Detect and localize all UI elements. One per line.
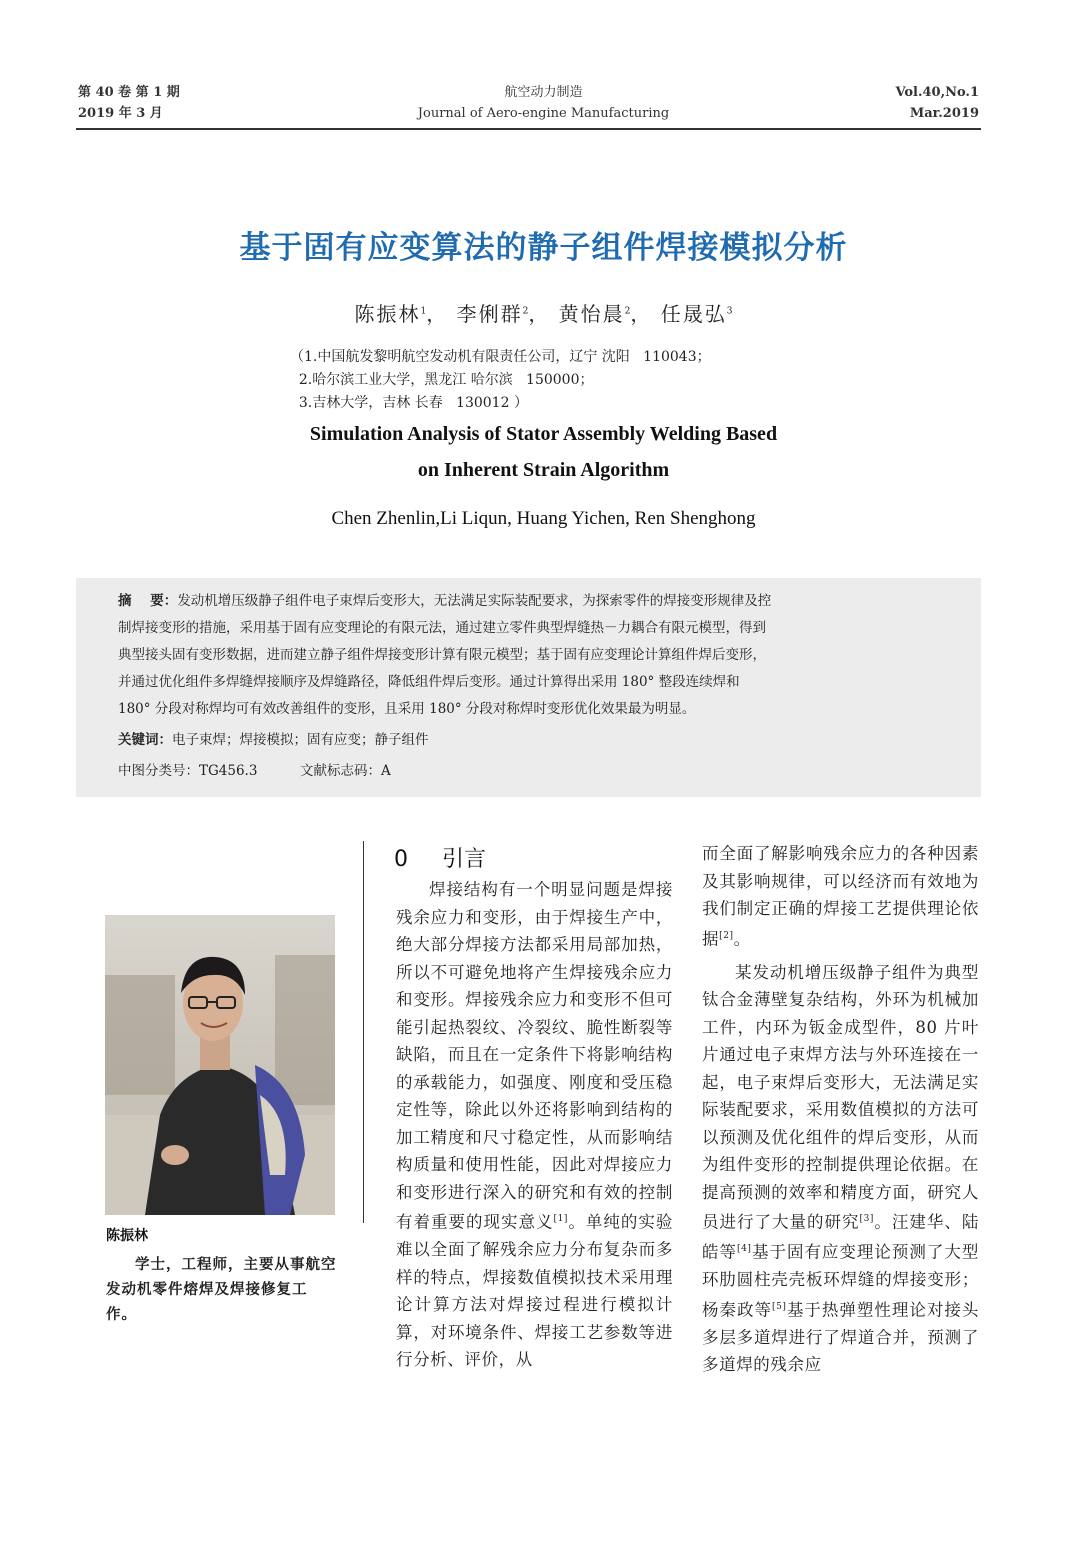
clc-code: TG456.3 <box>199 763 258 779</box>
author-affil-mark: 2 <box>624 306 631 317</box>
body-text: 基于固有应变理论预测了大型环肋圆柱壳壳板环焊缝的焊接变形；杨秦政等 <box>702 1242 979 1319</box>
author-affil-mark: 3 <box>726 306 733 317</box>
body-text: 基于热弹塑性理论对接头多层多道焊进行了焊道合并，预测了多道焊的残余应 <box>702 1300 979 1374</box>
body-text: 。汪建华、陆皓等 <box>702 1212 979 1262</box>
english-title-line: Simulation Analysis of Stator Assembly Welding Based <box>309 423 778 445</box>
citation[interactable]: [3] <box>859 1214 875 1224</box>
abstract-text: 发动机增压级静子组件电子束焊后变形大，无法满足实际装配要求，为探索零件的焊接变形规律及控 <box>177 593 772 609</box>
doc-code: A <box>381 763 391 779</box>
english-title <box>0 416 1087 488</box>
author-affil-mark: 2 <box>522 306 529 317</box>
abstract-label: 摘 要： <box>118 593 178 609</box>
abstract-line: 180° 分段对称焊均可有效改善组件的变形，且采用 180° 分段对称焊时变形优化效果最为明显。 <box>118 701 696 717</box>
author-name: 任晟弘 <box>660 302 727 326</box>
classification-line <box>118 758 948 785</box>
abstract-line: 制焊接变形的措施，采用基于固有应变理论的有限元法，通过建立零件典型焊缝热－力耦合有限元模型，得到 <box>118 620 766 636</box>
citation[interactable]: [5] <box>771 1301 787 1312</box>
keywords-line <box>118 727 948 754</box>
citation[interactable]: [2] <box>719 930 734 941</box>
publication-date-en: Mar.2019 <box>909 106 979 121</box>
section-title: 引言 <box>442 847 487 872</box>
volume-issue: 第 40 卷 第 1 期 <box>78 85 180 100</box>
keywords-text: 电子束焊；焊接模拟；固有应变；静子组件 <box>172 732 429 748</box>
body-column-1 <box>396 876 673 1374</box>
author-name: 李俐群 <box>456 302 523 326</box>
publication-date-cn: 2019 年 3 月 <box>78 106 163 121</box>
abstract-line: 并通过优化组件多焊缝焊接顺序及焊缝路径，降低组件焊后变形。通过计算得出采用 180° 整段连续焊和 <box>118 674 740 690</box>
doc-code-label: 文献标志码： <box>300 763 382 779</box>
affiliation-line: 3.吉林大学，吉林 长春 130012 ） <box>290 395 528 411</box>
affiliation-line: 2.哈尔滨工业大学，黑龙江 哈尔滨 150000； <box>290 372 594 388</box>
header-rule <box>76 128 981 130</box>
body-text: 而全面了解影响残余应力的各种因素及其影响规律，可以经济而有效地为我们制定正确的焊接工艺提供理论依据 <box>702 844 979 948</box>
author-affil-mark: 1 <box>420 306 427 317</box>
paper-title: 基于固有应变算法的静子组件焊接模拟分析 <box>239 230 848 266</box>
abstract-line: 典型接头固有变形数据，进而建立静子组件焊接变形计算有限元模型；基于固有应变理论计算组件焊后变形， <box>118 647 766 663</box>
abstract-box <box>76 578 981 797</box>
author-photo <box>105 915 335 1215</box>
abstract-line <box>118 588 948 615</box>
body-text: 。单纯的实验难以全面了解残余应力分布复杂而多样的特点，焊接数值模拟技术采用理论计算方法对焊接过程进行模拟计算，对环境条件、焊接工艺参数等进行分析、评价，从 <box>396 1212 673 1369</box>
english-title-line: on Inherent Strain Algorithm <box>417 459 670 481</box>
volume-issue-en: Vol.40,No.1 <box>895 85 979 100</box>
journal-volume-info-en <box>895 82 979 124</box>
section-heading <box>394 842 486 873</box>
keywords-label: 关键词： <box>118 732 172 748</box>
body-paragraph <box>702 959 979 1379</box>
journal-name-en: Journal of Aero-engine Manufacturing <box>417 106 670 121</box>
column-divider <box>363 841 364 1223</box>
body-text: 焊接结构有一个明显问题是焊接残余应力和变形，由于焊接生产中，绝大部分焊接方法都采用局部加热，所以不可避免地将产生焊接残余应力和变形。焊接残余应力和变形不但可能引起热裂纹、冷裂纹、脆性断裂等缺陷，而且在一定条件下将影响结构的承载能力，如强度、刚度和受压稳定性等，除此以外还将影响到结构的加工精度和尺寸稳定性，从而影响结构质量和使用性能，因此对焊接应力和变形进行深入的研究和有效的控制有着重要的现实意义 <box>396 880 673 1232</box>
section-number: 0 <box>394 847 408 872</box>
citation[interactable]: [4] <box>737 1244 752 1254</box>
author-name: 黄怡晨 <box>558 302 625 326</box>
journal-name-cn: 航空动力制造 <box>504 85 583 100</box>
author-name: 陈振林 <box>354 302 421 326</box>
affiliations <box>290 346 711 415</box>
author-photo-image <box>105 915 335 1215</box>
body-paragraph <box>702 840 979 953</box>
english-authors: Chen Zhenlin,Li Liqun, Huang Yichen, Ren Shenghong <box>331 508 756 529</box>
body-paragraph <box>396 876 673 1374</box>
body-text: 某发动机增压级静子组件为典型钛合金薄壁复杂结构，外环为机械加工件，内环为钣金成型件，80 片叶片通过电子束焊方法与外环连接在一起，电子束焊后变形大，无法满足实际装配要求，采用数值模拟的方法可以预测及优化组件的焊后变形，从而为组件变形的控制提供理论依据。在提高预测的效率和精度方面，研究人员进行了大量的研究 <box>702 962 979 1232</box>
affiliation-line: （1.中国航发黎明航空发动机有限责任公司，辽宁 沈阳 110043； <box>290 349 711 365</box>
citation[interactable]: [1] <box>553 1214 569 1224</box>
body-text: 。 <box>733 929 751 948</box>
clc-label: 中图分类号： <box>118 763 199 779</box>
bio-author-name: 陈振林 <box>106 1228 148 1244</box>
body-column-2 <box>702 840 979 1379</box>
bio-text: 学士，工程师，主要从事航空发动机零件熔焊及焊接修复工作。 <box>106 1256 337 1323</box>
author-list: 陈振林$^1$， 李俐群$^2$， 黄怡晨$^2$， 任晟弘$^3$ <box>354 302 733 326</box>
